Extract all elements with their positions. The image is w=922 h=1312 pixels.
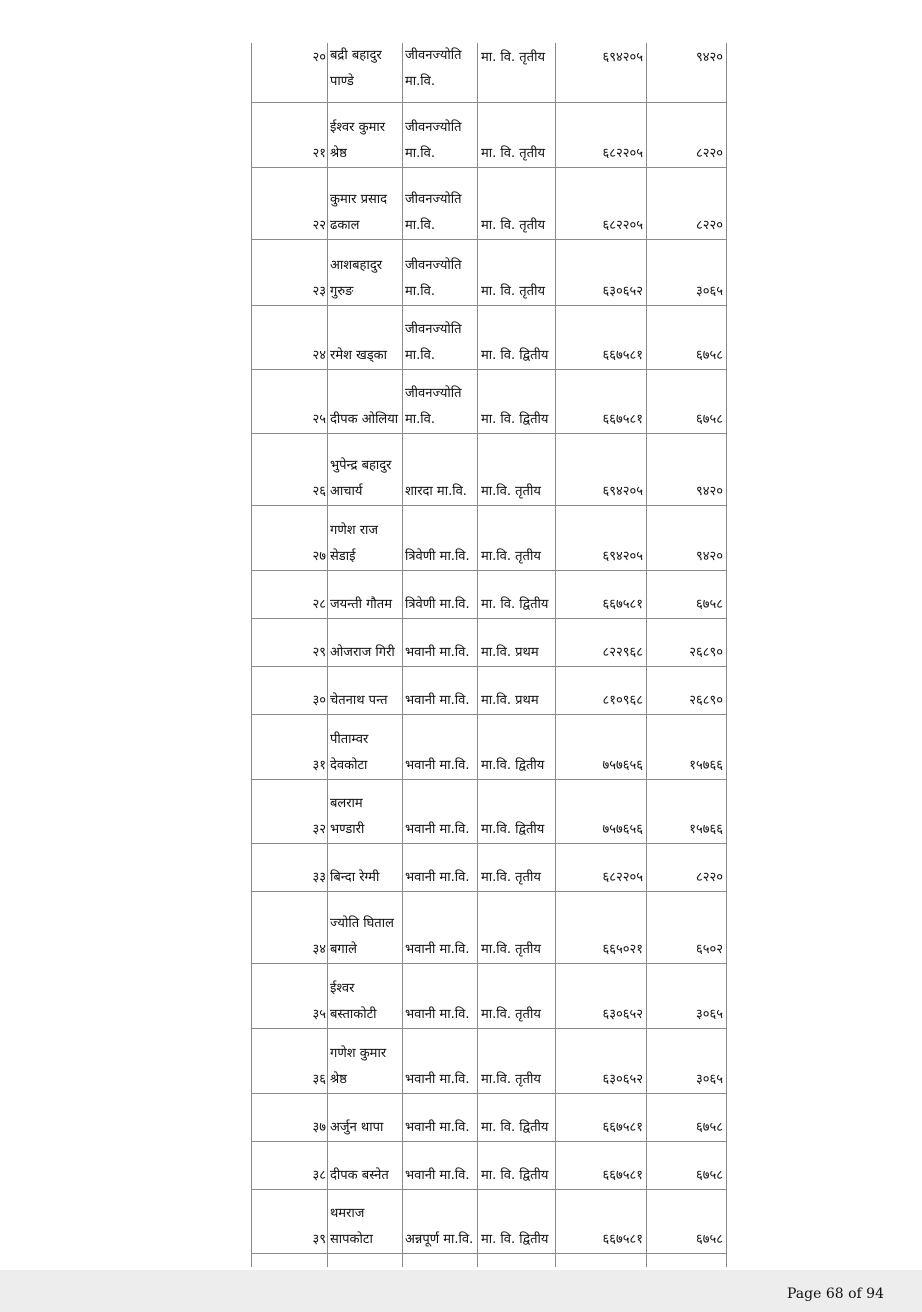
viewer-footer (0, 1270, 922, 1312)
serial-number-cell: ३६ (252, 1028, 328, 1093)
increment-cell: ६५०२ (647, 891, 727, 963)
level-cell: मा. वि. द्वितीय (478, 305, 556, 369)
name-cell-empty (328, 1253, 403, 1267)
serial-number-cell: २० (252, 43, 328, 102)
increment-cell: १५७६६ (647, 779, 727, 843)
level-cell: मा.वि. तृतीय (478, 963, 556, 1028)
name-cell: गणेश कुमार श्रेष्ठ (328, 1028, 403, 1093)
table-row (252, 618, 727, 666)
level-cell: मा. वि. द्वितीय (478, 369, 556, 433)
amount-cell: ६९४२०५ (556, 43, 647, 102)
level-cell-empty (478, 1253, 556, 1267)
level-cell: मा.वि. तृतीय (478, 505, 556, 570)
school-cell: त्रिवेणी मा.वि. (403, 505, 478, 570)
name-cell: पीताम्वर देवकोटा (328, 714, 403, 779)
amount-cell: ६८२२०५ (556, 843, 647, 891)
amount-cell: ६९४२०५ (556, 433, 647, 505)
table-row (252, 433, 727, 505)
school-cell: भवानी मा.वि. (403, 618, 478, 666)
table-row (252, 505, 727, 570)
amount-cell: ६३०६५२ (556, 239, 647, 305)
name-cell: चेतनाथ पन्त (328, 666, 403, 714)
increment-cell: ६७५८ (647, 1093, 727, 1141)
table-row (252, 305, 727, 369)
name-cell: बद्री बहादुर पाण्डे (328, 43, 403, 102)
serial-number-cell: २१ (252, 102, 328, 167)
serial-number-cell: ३४ (252, 891, 328, 963)
school-cell: भवानी मा.वि. (403, 963, 478, 1028)
table-row (252, 963, 727, 1028)
level-cell: मा. वि. द्वितीय (478, 1093, 556, 1141)
increment-cell: ६७५८ (647, 1189, 727, 1253)
increment-cell: ८२२० (647, 102, 727, 167)
serial-number-cell: ३९ (252, 1189, 328, 1253)
amount-cell: ६९४२०५ (556, 505, 647, 570)
level-cell: मा. वि. तृतीय (478, 43, 556, 102)
table-row (252, 666, 727, 714)
name-cell: बलराम भण्डारी (328, 779, 403, 843)
increment-cell: ६७५८ (647, 570, 727, 618)
level-cell: मा.वि. द्वितीय (478, 714, 556, 779)
name-cell: कुमार प्रसाद ढकाल (328, 167, 403, 239)
increment-cell: २६८९० (647, 618, 727, 666)
increment-cell: ८२२० (647, 167, 727, 239)
serial-number-cell: २२ (252, 167, 328, 239)
increment-cell: २६८९० (647, 666, 727, 714)
serial-number-cell: २६ (252, 433, 328, 505)
school-cell: भवानी मा.वि. (403, 843, 478, 891)
school-cell: भवानी मा.वि. (403, 891, 478, 963)
name-cell: जयन्ती गौतम (328, 570, 403, 618)
table-row-partial (252, 1253, 727, 1267)
increment-cell: ३०६५ (647, 239, 727, 305)
increment-cell: ८२२० (647, 843, 727, 891)
increment-cell: ९४२० (647, 43, 727, 102)
increment-cell: ३०६५ (647, 1028, 727, 1093)
school-cell: जीवनज्योति मा.वि. (403, 102, 478, 167)
amount-cell: ६८२२०५ (556, 167, 647, 239)
table-row (252, 891, 727, 963)
school-cell: भवानी मा.वि. (403, 714, 478, 779)
school-cell: भवानी मा.वि. (403, 1028, 478, 1093)
level-cell: मा.वि. प्रथम (478, 618, 556, 666)
school-cell: अन्नपूर्ण मा.वि. (403, 1189, 478, 1253)
school-cell: जीवनज्योति मा.वि. (403, 305, 478, 369)
increment-cell: १५७६६ (647, 714, 727, 779)
serial-number-cell: ३२ (252, 779, 328, 843)
amount-cell: ६६७५८१ (556, 1093, 647, 1141)
serial-number-cell: २३ (252, 239, 328, 305)
level-cell: मा. वि. द्वितीय (478, 570, 556, 618)
table-row (252, 167, 727, 239)
table-row (252, 714, 727, 779)
staff-salary-table (251, 43, 727, 1267)
table-row (252, 239, 727, 305)
page-number: Page 68 of 94 (787, 1286, 884, 1302)
level-cell: मा.वि. द्वितीय (478, 779, 556, 843)
serial-number-cell: २५ (252, 369, 328, 433)
serial-number-cell: ३७ (252, 1093, 328, 1141)
school-cell: भवानी मा.वि. (403, 1093, 478, 1141)
table-row (252, 43, 727, 102)
table-row (252, 1141, 727, 1189)
amount-cell: ६३०६५२ (556, 963, 647, 1028)
serial-number-cell: ३० (252, 666, 328, 714)
table-body (252, 43, 727, 1267)
name-cell: दीपक ओलिया (328, 369, 403, 433)
serial-number-cell-empty (252, 1253, 328, 1267)
school-cell: जीवनज्योति मा.वि. (403, 43, 478, 102)
amount-cell: ८१०९६८ (556, 666, 647, 714)
table-row (252, 570, 727, 618)
amount-cell: ७५७६५६ (556, 779, 647, 843)
amount-cell: ६३०६५२ (556, 1028, 647, 1093)
level-cell: मा. वि. तृतीय (478, 239, 556, 305)
amount-cell: ६६७५८१ (556, 570, 647, 618)
name-cell: आशबहादुर गुरुङ (328, 239, 403, 305)
school-cell: भवानी मा.वि. (403, 666, 478, 714)
increment-cell: ६७५८ (647, 1141, 727, 1189)
amount-cell: ६६५०२१ (556, 891, 647, 963)
amount-cell-empty (556, 1253, 647, 1267)
name-cell: ज्योति घिताल बगाले (328, 891, 403, 963)
serial-number-cell: ३५ (252, 963, 328, 1028)
serial-number-cell: २४ (252, 305, 328, 369)
school-cell: शारदा मा.वि. (403, 433, 478, 505)
serial-number-cell: ३३ (252, 843, 328, 891)
serial-number-cell: २८ (252, 570, 328, 618)
level-cell: मा. वि. तृतीय (478, 167, 556, 239)
level-cell: मा.वि. तृतीय (478, 843, 556, 891)
increment-cell: ३०६५ (647, 963, 727, 1028)
level-cell: मा.वि. तृतीय (478, 433, 556, 505)
increment-cell: ६७५८ (647, 369, 727, 433)
amount-cell: ८२२९६८ (556, 618, 647, 666)
level-cell: मा. वि. तृतीय (478, 102, 556, 167)
school-cell-empty (403, 1253, 478, 1267)
school-cell: जीवनज्योति मा.वि. (403, 369, 478, 433)
table-row (252, 102, 727, 167)
level-cell: मा. वि. द्वितीय (478, 1189, 556, 1253)
amount-cell: ६६७५८१ (556, 1189, 647, 1253)
name-cell: ईश्वर बस्ताकोटी (328, 963, 403, 1028)
serial-number-cell: ३८ (252, 1141, 328, 1189)
table-row (252, 779, 727, 843)
level-cell: मा. वि. द्वितीय (478, 1141, 556, 1189)
level-cell: मा.वि. तृतीय (478, 891, 556, 963)
school-cell: भवानी मा.वि. (403, 779, 478, 843)
table-row (252, 369, 727, 433)
school-cell: त्रिवेणी मा.वि. (403, 570, 478, 618)
name-cell: ईश्वर कुमार श्रेष्ठ (328, 102, 403, 167)
increment-cell: ६७५८ (647, 305, 727, 369)
name-cell: भुपेन्द्र बहादुर आचार्य (328, 433, 403, 505)
serial-number-cell: ३१ (252, 714, 328, 779)
increment-cell: ९४२० (647, 433, 727, 505)
name-cell: रमेश खड्का (328, 305, 403, 369)
table-row (252, 1189, 727, 1253)
level-cell: मा.वि. प्रथम (478, 666, 556, 714)
school-cell: भवानी मा.वि. (403, 1141, 478, 1189)
amount-cell: ६८२२०५ (556, 102, 647, 167)
school-cell: जीवनज्योति मा.वि. (403, 167, 478, 239)
table-row (252, 1093, 727, 1141)
name-cell: गणेश राज सेडाई (328, 505, 403, 570)
amount-cell: ७५७६५६ (556, 714, 647, 779)
serial-number-cell: २९ (252, 618, 328, 666)
amount-cell: ६६७५८१ (556, 369, 647, 433)
table-row (252, 1028, 727, 1093)
name-cell: बिन्दा रेग्मी (328, 843, 403, 891)
increment-cell: ९४२० (647, 505, 727, 570)
name-cell: दीपक बस्नेत (328, 1141, 403, 1189)
school-cell: जीवनज्योति मा.वि. (403, 239, 478, 305)
table-row (252, 843, 727, 891)
level-cell: मा.वि. तृतीय (478, 1028, 556, 1093)
name-cell: थमराज सापकोटा (328, 1189, 403, 1253)
name-cell: अर्जुन थापा (328, 1093, 403, 1141)
increment-cell-empty (647, 1253, 727, 1267)
amount-cell: ६६७५८१ (556, 305, 647, 369)
serial-number-cell: २७ (252, 505, 328, 570)
name-cell: ओजराज गिरी (328, 618, 403, 666)
amount-cell: ६६७५८१ (556, 1141, 647, 1189)
